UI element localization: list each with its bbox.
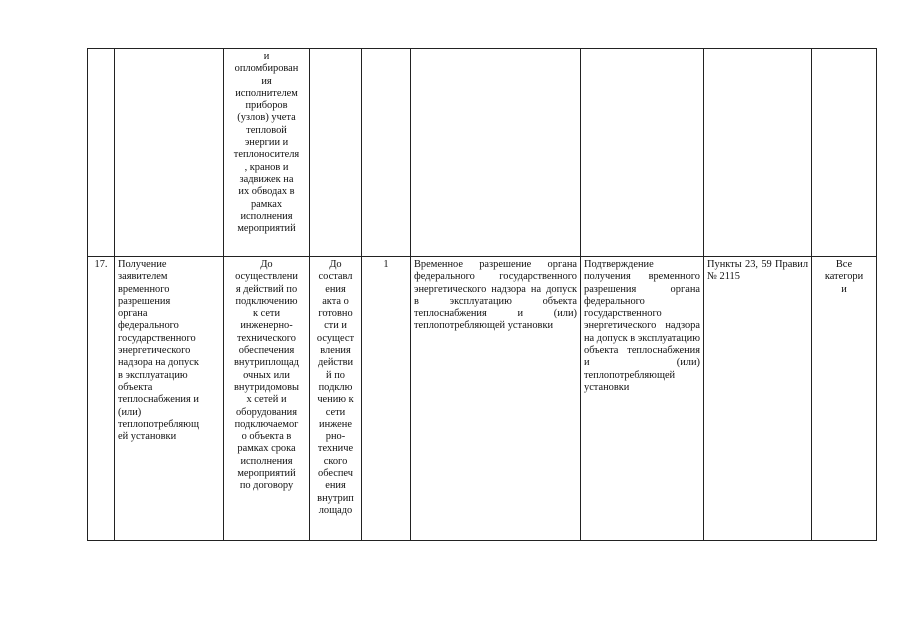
cell-count [362, 49, 411, 257]
cell-basis [704, 49, 812, 257]
table-row-17 [88, 257, 877, 541]
cell-result: Подтверждение получения временного разрешения органа федерального государственного энергетического надзора на допуск в эксплуатацию объекта теплоснабжения и (или) теплопотребляющей установки [581, 257, 704, 541]
cell-number [88, 49, 115, 257]
cell-number: 17. [88, 257, 115, 541]
cell-name [115, 49, 224, 257]
cell-document: Временное разрешение органа федерального государственного энергетического надзора на допуск в эксплуатацию объекта теплоснабжения и (или) теплопотребляющей установки [411, 257, 581, 541]
procedure-table [87, 48, 877, 541]
cell-term: До составл ения акта о готовно сти и осущест вления действи й по подклю чению к сети инжене рно- техниче ского обеспеч ения внутрип лощадо [310, 257, 362, 541]
cell-result [581, 49, 704, 257]
cell-document [411, 49, 581, 257]
cell-basis: Пункты 23, 59 Правил № 2115 [704, 257, 812, 541]
cell-deadline-continuation: и опломбирован ия исполнителем приборов (узлов) учета тепловой энергии и теплоносителя , кранов и задвижек на их обводах в рамках исполнения мероприятий [224, 49, 310, 257]
cell-name: Получение заявителем временного разрешения органа федерального государственного энергетического надзора на допуск в эксплуатацию объекта теплоснабжения и (или) теплопотребляющ ей установки [115, 257, 224, 541]
cell-deadline: До осуществлени я действий по подключению к сети инженерно- технического обеспечения внутриплощад очных или внутридомовы х сетей и оборудования подключаемог о объекта в рамках срока исполнения мероприятий по договору [224, 257, 310, 541]
table-row-continuation [88, 49, 877, 257]
cell-categories [812, 49, 877, 257]
cell-categories: Все категори и [812, 257, 877, 541]
cell-term [310, 49, 362, 257]
cell-count: 1 [362, 257, 411, 541]
